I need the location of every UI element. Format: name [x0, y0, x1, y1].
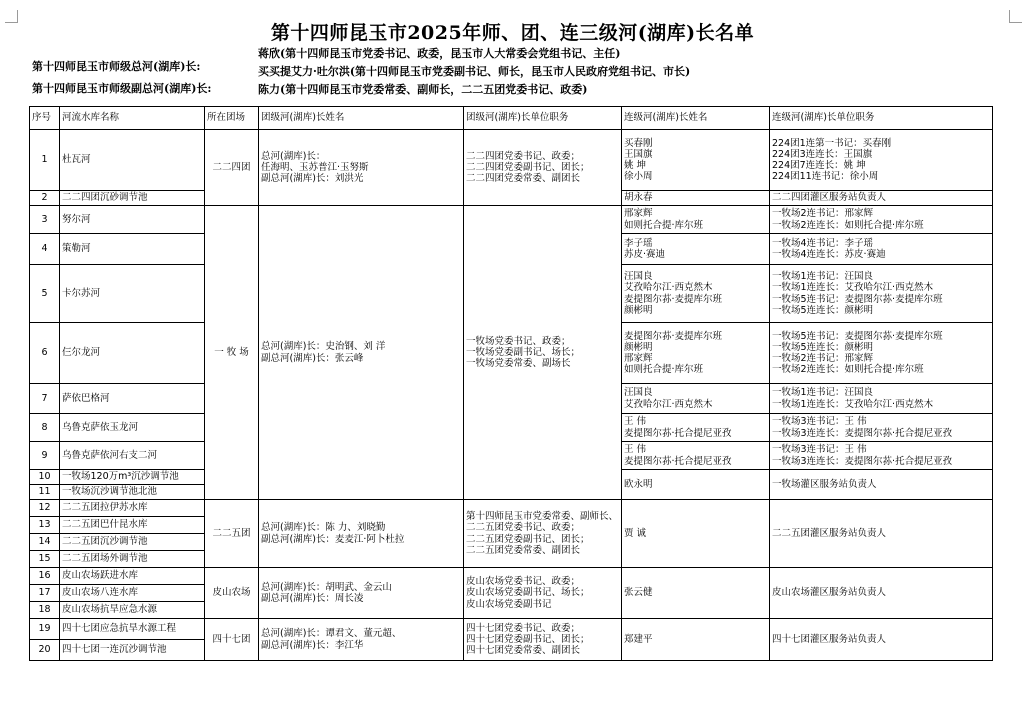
table-row: [30, 206, 993, 234]
header-cell: 河流水库名称: [60, 107, 205, 130]
river-name: 二二四团沉砂调节池: [60, 191, 205, 206]
tuan-name: 二二四团: [205, 130, 259, 206]
row-number: 8: [30, 414, 60, 442]
river-name: 一牧场120万m³沉沙调节池: [60, 470, 205, 485]
lian-chief-names: 郑建平: [622, 619, 770, 661]
lian-chief-duties: 一牧场1连书记：汪国良 一牧场1连连长：艾孜哈尔江·西克然木 一牧场5连书记：麦提图尔荪·麦提库尔班 一牧场5连连长：颜彬明: [770, 265, 993, 323]
chief-line: 买买提艾力·吐尔洪(第十四师昆玉市党委副书记、师长，昆玉市人民政府党组书记、市长): [258, 65, 691, 78]
lian-chief-duties: 一牧场4连书记：李子瑶 一牧场4连连长：苏皮·赛迪: [770, 234, 993, 265]
river-name: 皮山农场八连水库: [60, 585, 205, 602]
row-number: 5: [30, 265, 60, 323]
row-number: 14: [30, 534, 60, 551]
tuan-name: 一 牧 场: [205, 206, 259, 500]
lian-chief-names: 买春刚 王国旗 姚 坤 徐小周: [622, 130, 770, 191]
row-number: 12: [30, 500, 60, 517]
header-cell: 连级河(湖库)长姓名: [622, 107, 770, 130]
table-row: [30, 568, 993, 585]
river-name: 四十七团应急抗旱水源工程: [60, 619, 205, 640]
table-row: [30, 130, 993, 191]
tuan-chief-names: 总河(湖库)长：谭君文、董元超、 副总河(湖库)长：李江华: [259, 619, 464, 661]
row-number: 1: [30, 130, 60, 191]
tuan-chief-names: 总河(湖库)长：胡明武、金云山 副总河(湖库)长：周长凌: [259, 568, 464, 619]
row-number: 6: [30, 323, 60, 384]
lian-chief-names: 麦提图尔荪·麦提库尔班 颜彬明 邢家辉 如则托合提·库尔班: [622, 323, 770, 384]
river-name: 杜瓦河: [60, 130, 205, 191]
river-name: 仨尔龙河: [60, 323, 205, 384]
lian-chief-duties: 二二五团灌区服务站负责人: [770, 500, 993, 568]
river-name: 策勒河: [60, 234, 205, 265]
chief-label: 第十四师昆玉市师级总河(湖库)长:: [32, 60, 201, 73]
row-number: 2: [30, 191, 60, 206]
lian-chief-names: 贾 诚: [622, 500, 770, 568]
tuan-name: 皮山农场: [205, 568, 259, 619]
row-number: 20: [30, 640, 60, 661]
lian-chief-duties: 一牧场5连书记：麦提图尔荪·麦提库尔班 一牧场5连连长：颜彬明 一牧场2连书记：邢家辉 一牧场2连连长：如则托合提·库尔班: [770, 323, 993, 384]
row-number: 3: [30, 206, 60, 234]
river-name: 皮山农场跃进水库: [60, 568, 205, 585]
tuan-name: 二二五团: [205, 500, 259, 568]
river-name: 努尔河: [60, 206, 205, 234]
row-number: 10: [30, 470, 60, 485]
header-cell: 序号: [30, 107, 60, 130]
header-cell: 连级河(湖库)长单位职务: [770, 107, 993, 130]
lian-chief-names: 汪国良 艾孜哈尔江·西克然木 麦提图尔荪·麦提库尔班 颜彬明: [622, 265, 770, 323]
river-name: 四十七团一连沉沙调节池: [60, 640, 205, 661]
lian-chief-names: 王 伟 麦提图尔荪·托合提尼亚孜: [622, 414, 770, 442]
row-number: 16: [30, 568, 60, 585]
river-name: 乌鲁克萨依河右支二河: [60, 442, 205, 470]
tuan-chief-names: 总河(湖库)长：史治钢、刘 洋 副总河(湖库)长：张云峰: [259, 206, 464, 500]
river-name: 乌鲁克萨依玉龙河: [60, 414, 205, 442]
header-cell: 团级河(湖库)长姓名: [259, 107, 464, 130]
river-name: 皮山农场抗旱应急水源: [60, 602, 205, 619]
lian-chief-duties: 一牧场3连书记：王 伟 一牧场3连连长：麦提图尔荪·托合提尼亚孜: [770, 442, 993, 470]
tuan-chief-duties: 第十四师昆玉市党委常委、副师长、二二五团党委书记、政委； 二二五团党委副书记、团长； 二二五团党委常委、副团长: [464, 500, 622, 568]
lian-chief-duties: 皮山农场灌区服务站负责人: [770, 568, 993, 619]
document-title: 第十四师昆玉市2025年师、团、连三级河(湖库)长名单: [270, 22, 755, 44]
river-name: 萨依巴格河: [60, 384, 205, 414]
river-name: 卡尔苏河: [60, 265, 205, 323]
deputy-chief-label: 第十四师昆玉市师级副总河(湖库)长:: [32, 82, 212, 95]
lian-chief-duties: 一牧场灌区服务站负责人: [770, 470, 993, 500]
river-name: 二二五团沉沙调节池: [60, 534, 205, 551]
tuan-chief-duties: 皮山农场党委书记、政委； 皮山农场党委副书记、场长； 皮山农场党委副书记: [464, 568, 622, 619]
chief-line: 蒋欣(第十四师昆玉市党委书记、政委，昆玉市人大常委会党组书记、主任): [258, 47, 621, 60]
row-number: 7: [30, 384, 60, 414]
lian-chief-names: 李子瑶 苏皮·赛迪: [622, 234, 770, 265]
header-cell: 团级河(湖库)长单位职务: [464, 107, 622, 130]
tuan-chief-duties: 一牧场党委书记、政委； 一牧场党委副书记、场长； 一牧场党委常委、副场长: [464, 206, 622, 500]
lian-chief-duties: 224团1连第一书记：买春刚 224团3连连长：王国旗 224团7连连长：姚 坤 224团11连书记：徐小周: [770, 130, 993, 191]
deputy-chief-line: 陈力(第十四师昆玉市党委常委、副师长，二二五团党委书记、政委): [258, 83, 588, 96]
header-cell: 所在团场: [205, 107, 259, 130]
lian-chief-duties: 四十七团灌区服务站负责人: [770, 619, 993, 661]
river-name: 二二五团拉伊苏水库: [60, 500, 205, 517]
tuan-name: 四十七团: [205, 619, 259, 661]
row-number: 19: [30, 619, 60, 640]
lian-chief-duties: 一牧场2连书记：邢家辉 一牧场2连连长：如则托合提·库尔班: [770, 206, 993, 234]
lian-chief-names: 胡永春: [622, 191, 770, 206]
tuan-chief-names: 总河(湖库)长： 任海明、玉苏普江·玉努斯 副总河(湖库)长：刘洪光: [259, 130, 464, 206]
row-number: 17: [30, 585, 60, 602]
row-number: 11: [30, 485, 60, 500]
lian-chief-names: 欧永明: [622, 470, 770, 500]
lian-chief-names: 邢家辉 如则托合提·库尔班: [622, 206, 770, 234]
lian-chief-duties: 一牧场1连书记：汪国良 一牧场1连连长：艾孜哈尔江·西克然木: [770, 384, 993, 414]
lian-chief-names: 张云健: [622, 568, 770, 619]
row-number: 13: [30, 517, 60, 534]
river-name: 二二五团巴什昆水库: [60, 517, 205, 534]
tuan-chief-duties: 二二四团党委书记、政委； 二二四团党委副书记、团长； 二二四团党委常委、副团长: [464, 130, 622, 206]
tuan-chief-duties: 四十七团党委书记、政委； 四十七团党委副书记、团长； 四十七团党委常委、副团长: [464, 619, 622, 661]
tuan-chief-names: 总河(湖库)长：陈 力、刘晓勤 副总河(湖库)长：麦麦江·阿卜杜拉: [259, 500, 464, 568]
river-chief-table: [29, 106, 993, 661]
row-number: 15: [30, 551, 60, 568]
lian-chief-duties: 二二四团灌区服务站负责人: [770, 191, 993, 206]
table-row: [30, 500, 993, 517]
river-name: 一牧场沉沙调节池北池: [60, 485, 205, 500]
lian-chief-names: 汪国良 艾孜哈尔江·西克然木: [622, 384, 770, 414]
row-number: 18: [30, 602, 60, 619]
lian-chief-duties: 一牧场3连书记：王 伟 一牧场3连连长：麦提图尔荪·托合提尼亚孜: [770, 414, 993, 442]
row-number: 4: [30, 234, 60, 265]
table-row: [30, 619, 993, 640]
lian-chief-names: 王 伟 麦提图尔荪·托合提尼亚孜: [622, 442, 770, 470]
river-name: 二二五团场外调节池: [60, 551, 205, 568]
table-header-row: [30, 107, 993, 130]
row-number: 9: [30, 442, 60, 470]
